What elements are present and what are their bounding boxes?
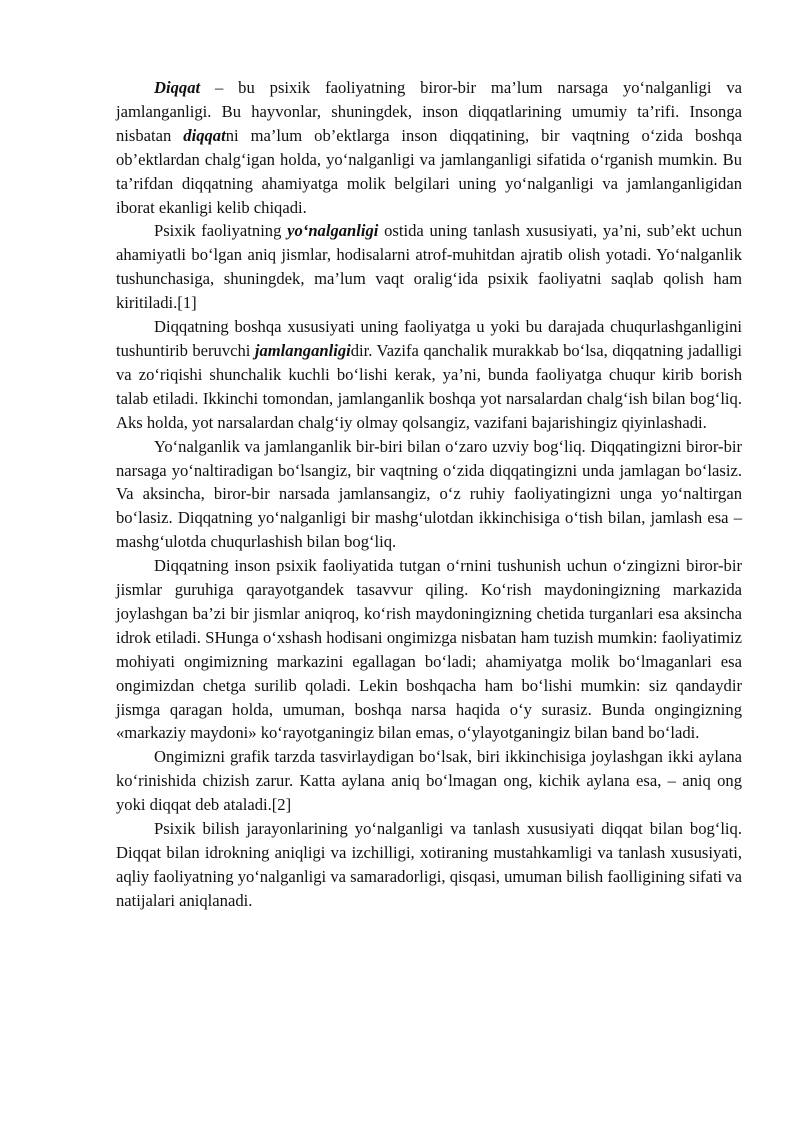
paragraph-5 [116, 554, 742, 745]
term-jamlanganligi: jamlanganligi [254, 340, 351, 360]
paragraph-text: Psixik bilish jarayonlarining yo‘nalganligi va tanlash xususiyati diqqat bilan bog‘liq. Diqqat bilan idrokning aniqligi va izchilligi, xotiraning mustahkamligi va tanlash xususiyati, aqliy faoliyatning yo‘nalganligi va samaradorligi, qisqasi, umuman bilish faolligining sifati va natijalari aniqlanadi. [116, 819, 742, 910]
term-yonalganligi: yo‘nalganligi [287, 221, 379, 241]
paragraph-7 [116, 817, 742, 913]
paragraph-4 [116, 435, 742, 555]
paragraph-text: dir. Vazifa qanchalik murakkab bo‘lsa, diqqatning jadalligi va zo‘riqishi shunchalik kuchli bo‘lishi kerak, ya’ni, bunda faoliyatga chuqur kirib borish talab etiladi. Ikkinchi tomondan, jamlanganlik boshqa yot narsalardan chalg‘ish bilan bog‘liq. Aks holda, yot narsalardan chalg‘iy olmay qolsangiz, vazifani bajarishingiz qiyinlashadi. [116, 340, 742, 432]
paragraph-6 [116, 745, 742, 817]
term-diqqat-inline: diqqat [183, 125, 226, 145]
paragraph-2 [116, 219, 742, 315]
paragraph-text: Ongimizni grafik tarzda tasvirlaydigan bo‘lsak, biri ikkinchisiga joylashgan ikki aylana ko‘rinishida chizish zarur. Katta aylana aniq bo‘lmagan ong, kichik aylana esa, – aniq ong yoki diqqat deb ataladi.[2] [116, 747, 742, 815]
paragraph-1 [116, 76, 742, 219]
paragraph-text: ni ma’lum ob’ektlarga inson diqqatining, bir vaqtning o‘zida boshqa ob’ektlardan chalg‘igan holda, yo‘nalganligi va jamlanganligi sifatida o‘rganish mumkin. Bu ta’rifdan diqqatning ahamiyatga molik belgilari uning yo‘nalganligi va jamlanganligidan iborat ekanligi kelib chiqadi. [116, 125, 742, 217]
paragraph-text: Yo‘nalganlik va jamlanganlik bir-biri bilan o‘zaro uzviy bog‘liq. Diqqatingizni biror-bir narsaga yo‘naltiradigan bo‘lsangiz, bir vaqtning o‘zida diqqatingizni unda jamlagan bo‘lasiz. Va aksincha, biror-bir narsada jamlansangiz, o‘z ruhiy faoliyatingizni unga yo‘naltirgan bo‘lasiz. Diqqatning yo‘nalganligi bir mashg‘ulotdan ikkinchisiga o‘tish bilan, jamlash esa – mashg‘ulotda chuqurlashish bilan bog‘liq. [116, 436, 742, 552]
term-diqqat: Diqqat [154, 78, 201, 97]
paragraph-3 [116, 315, 742, 435]
paragraph-text: Diqqatning boshqa xususiyati uning faoliyatga u yoki bu darajada chuqurlashganligini tushuntirib beruvchi [116, 317, 742, 360]
paragraph-text: Psixik faoliyatning [154, 221, 288, 241]
paragraph-text: – bu psixik faoliyatning biror-bir ma’lum narsaga yo‘nalganligi va jamlanganligi. Bu hayvonlar, shuningdek, inson diqqatlarining umumiy ta’rifi. Insonga nisbatan [116, 78, 742, 145]
paragraph-text: ostida uning tanlash xususiyati, ya’ni, sub’ekt uchun ahamiyatli bo‘lgan aniq jismlar, hodisalarni atrof-muhitdan ajratib olish yotadi. Yo‘nalganlik tushunchasiga, shuningdek, ma’lum vaqt oralig‘ida psixik faoliyatni saqlab qolish ham kiritiladi.[1] [116, 221, 742, 313]
paragraph-text: Diqqatning inson psixik faoliyatida tutgan o‘rnini tushunish uchun o‘zingizni biror-bir jismlar guruhiga qarayotgandek tasavvur qiling. Ko‘rish maydoningizning markazida joylashgan ba’zi bir jismlar aniqroq, ko‘rish maydoningizning chetida turganlari esa aksincha idrok etiladi. SHunga o‘xshash hodisani ongimizga nisbatan ham tuzish mumkin: faoliyatimiz mohiyati ongimizning markazini egallagan bo‘ladi; ahamiyatga molik bo‘lmaganlari esa ongimizdan chetga surilib qoladi. Lekin boshqacha ham bo‘lishi mumkin: siz qandaydir jismga qaragan holda, umuman, boshqa narsa haqida o‘y surasiz. Bunda ongingizning «markaziy maydoni» ko‘rayotganingiz bilan emas, o‘ylayotganingiz bilan band bo‘ladi. [116, 556, 742, 743]
document-body [116, 76, 742, 913]
